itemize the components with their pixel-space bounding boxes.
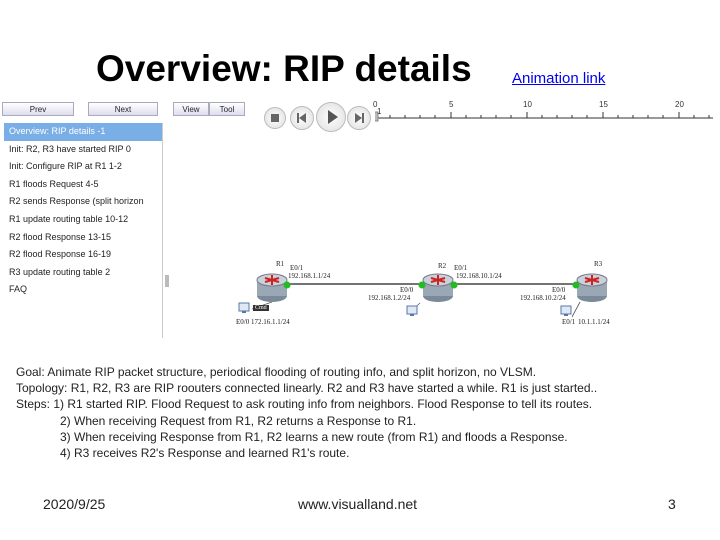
slide-title: Overview: RIP details	[96, 48, 472, 89]
list-item[interactable]: R1 floods Request 4-5	[9, 178, 99, 189]
footer-site: www.visualland.net	[298, 496, 418, 512]
timeline-ruler	[375, 100, 715, 122]
r2-port-e01: E0/1	[454, 264, 468, 272]
footer-page-number: 3	[668, 496, 676, 512]
pc-icon[interactable]	[560, 305, 572, 317]
step-back-icon	[291, 107, 313, 129]
r2-name: R2	[438, 262, 447, 270]
pc-icon[interactable]	[238, 302, 250, 314]
list-item[interactable]: R3 update routing table 2	[9, 266, 111, 277]
tick-label: 15	[599, 100, 608, 109]
next-button[interactable]: Next	[88, 102, 158, 116]
step-forward-button[interactable]	[347, 106, 371, 130]
list-item[interactable]: FAQ	[9, 284, 28, 295]
interface-dot-icon	[416, 279, 428, 291]
tick-label: 0	[373, 100, 378, 109]
stop-button[interactable]	[264, 107, 286, 129]
r3-name: R3	[594, 260, 603, 268]
cmd-button[interactable]: Cmd	[255, 305, 267, 311]
tool-button[interactable]: Tool	[209, 102, 245, 116]
step-4-text: 4) R3 receives R2's Response and learned R1's route.	[60, 446, 350, 461]
stop-icon	[265, 108, 285, 128]
list-scrollbar[interactable]	[165, 275, 169, 287]
r3-port-e01: E0/1	[562, 318, 576, 326]
tick-label: 10	[523, 100, 532, 109]
r1-name: R1	[276, 260, 285, 268]
list-item[interactable]: R2 flood Response 16-19	[9, 249, 112, 260]
steps-text: Steps: 1) R1 started RIP. Flood Request to ask routing info from neighbors. Flood Response to tell its routes.	[16, 397, 593, 412]
animation-link[interactable]: Animation link	[512, 70, 606, 87]
r1-port-e01: E0/1	[290, 264, 304, 272]
step-back-button[interactable]	[290, 106, 314, 130]
network-topology	[232, 257, 652, 327]
r1-ip-e01: 192.168.1.1/24	[288, 272, 331, 280]
r2-port-e00: E0/0	[400, 286, 414, 294]
tick-label: 5	[449, 100, 454, 109]
r3-ip-e00: 192.168.10.2/24	[520, 294, 566, 302]
list-item[interactable]: R2 flood Response 13-15	[9, 231, 112, 242]
r2-ip-e01: 192.168.10.1/24	[456, 272, 502, 280]
interface-dot-icon	[448, 279, 460, 291]
prev-button[interactable]: Prev	[2, 102, 74, 116]
step-forward-icon	[348, 107, 370, 129]
play-button[interactable]	[316, 102, 346, 132]
list-item[interactable]: Overview: RIP details -1	[4, 123, 162, 141]
timeline[interactable]	[375, 100, 715, 122]
view-button[interactable]: View	[173, 102, 209, 116]
list-item[interactable]: R2 sends Response (split horizon	[9, 196, 144, 207]
pc-icon[interactable]	[406, 305, 418, 317]
list-item[interactable]: R1 update routing table 10-12	[9, 213, 129, 224]
tick-label: 20	[675, 100, 684, 109]
play-icon	[317, 103, 345, 131]
r3-ip-e01: 10.1.1.1/24	[578, 318, 610, 326]
r1-port-e00: E0/0	[236, 318, 250, 326]
r1-ip-e00: 172.16.1.1/24	[251, 318, 290, 326]
list-item[interactable]: Init: R2, R3 have started RIP 0	[9, 143, 131, 154]
list-item[interactable]: Init: Configure RIP at R1 1-2	[9, 161, 122, 172]
animation-app	[2, 100, 716, 340]
tick-marker: 1	[377, 107, 382, 116]
topology-text: Topology: R1, R2, R3 are RIP roouters connected linearly. R2 and R3 have started a while. R1 is just started..	[16, 381, 598, 396]
footer-date: 2020/9/25	[43, 496, 106, 512]
step-3-text: 3) When receiving Response from R1, R2 learns a new route (from R1) and floods a Response.	[60, 429, 568, 444]
goal-text: Goal: Animate RIP packet structure, periodical flooding of routing info, and split horizon, no VLSM.	[16, 365, 537, 379]
r3-port-e00: E0/0	[552, 286, 566, 294]
step-2-text: 2) When receiving Request from R1, R2 returns a Response to R1.	[60, 413, 417, 428]
interface-dot-icon	[570, 279, 582, 291]
interface-dot-icon	[281, 279, 293, 291]
steps-list	[4, 123, 163, 338]
slide-description	[16, 364, 597, 461]
r2-ip-e00: 192.168.1.2/24	[368, 294, 411, 302]
